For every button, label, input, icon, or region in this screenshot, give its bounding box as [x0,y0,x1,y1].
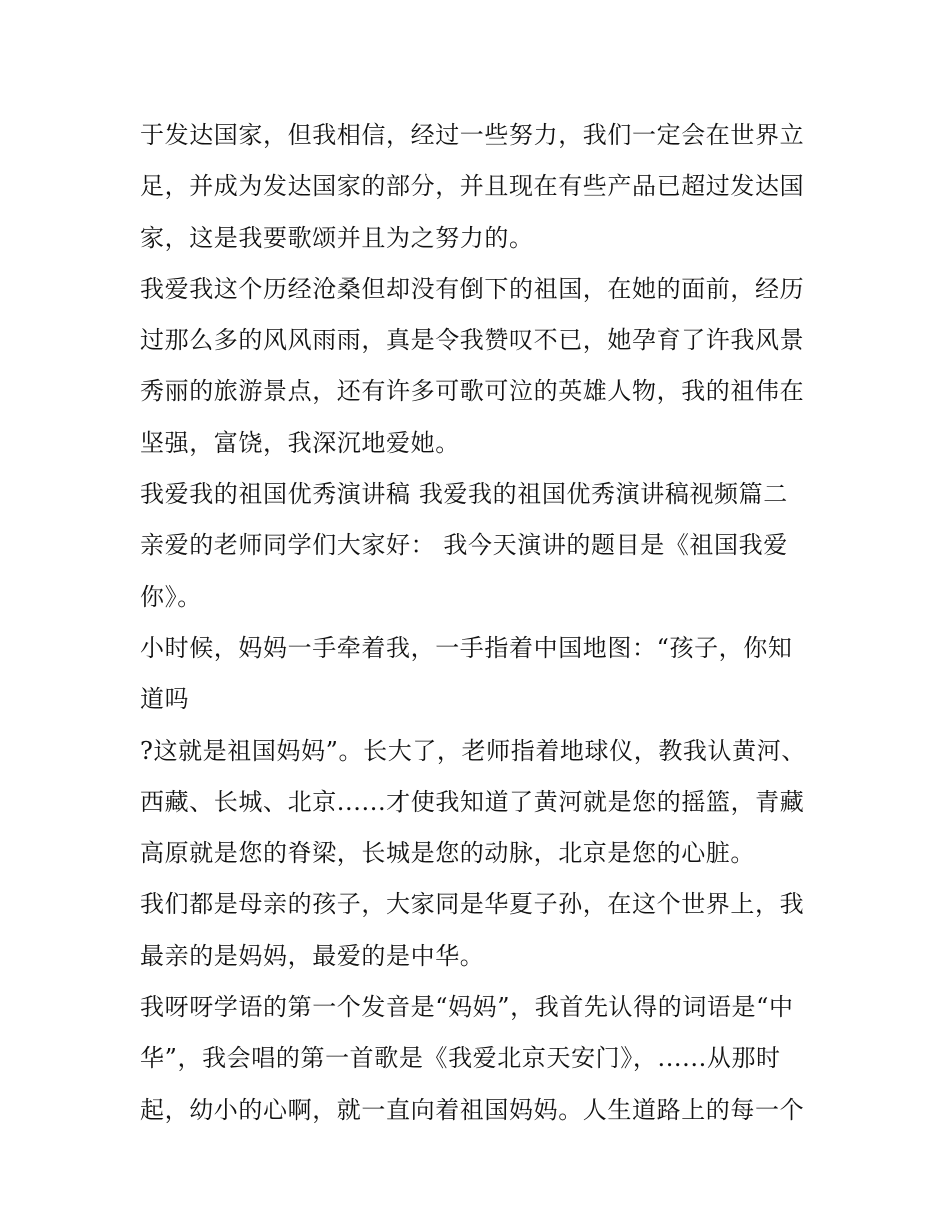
text-line: 起，幼小的心啊，就一直向着祖国妈妈。人生道路上的每一个 [140,1095,805,1124]
text-line: 过那么多的风风雨雨，真是令我赞叹不已，她孕育了许我风景 [140,326,805,355]
text-line: 亲爱的老师同学们大家好： 我今天演讲的题目是《祖国我爱 [140,531,788,560]
text-line: 我爱我的祖国优秀演讲稿 我爱我的祖国优秀演讲稿视频篇二 [140,480,788,509]
text-line: 足，并成为发达国家的部分，并且现在有些产品已超过发达国 [140,172,805,201]
text-line: 华”，我会唱的第一首歌是《我爱北京天安门》，......从那时 [140,1044,781,1073]
text-line: 秀丽的旅游景点，还有许多可歌可泣的英雄人物，我的祖伟在 [140,377,805,406]
text-line: 西藏、长城、北京......才使我知道了黄河就是您的摇篮，青藏 [140,787,805,816]
text-line: 小时候，妈妈一手牵着我，一手指着中国地图：“孩子，你知 [140,633,793,662]
text-line: 我们都是母亲的孩子，大家同是华夏子孙，在这个世界上，我 [140,890,805,919]
text-line: 家，这是我要歌颂并且为之努力的。 [140,223,534,252]
text-line: 我呀呀学语的第一个发音是“妈妈”，我首先认得的词语是“中 [140,993,794,1022]
text-line: 最亲的是妈妈，最爱的是中华。 [140,941,485,970]
text-line: 你》。 [140,582,202,611]
text-line: 我爱我这个历经沧桑但却没有倒下的祖国，在她的面前，经历 [140,274,805,303]
text-line: 于发达国家，但我相信，经过一些努力，我们一定会在世界立 [140,121,805,149]
text-line: 道吗 [140,685,190,714]
body-text [140,110,830,1136]
text-line: 高原就是您的脊梁，长城是您的动脉，北京是您的心脏。 [140,839,755,868]
text-line: 坚强，富饶，我深沉地爱她。 [140,428,460,457]
text-line: ?这就是祖国妈妈”。长大了，老师指着地球仪，教我认黄河、 [140,736,806,765]
